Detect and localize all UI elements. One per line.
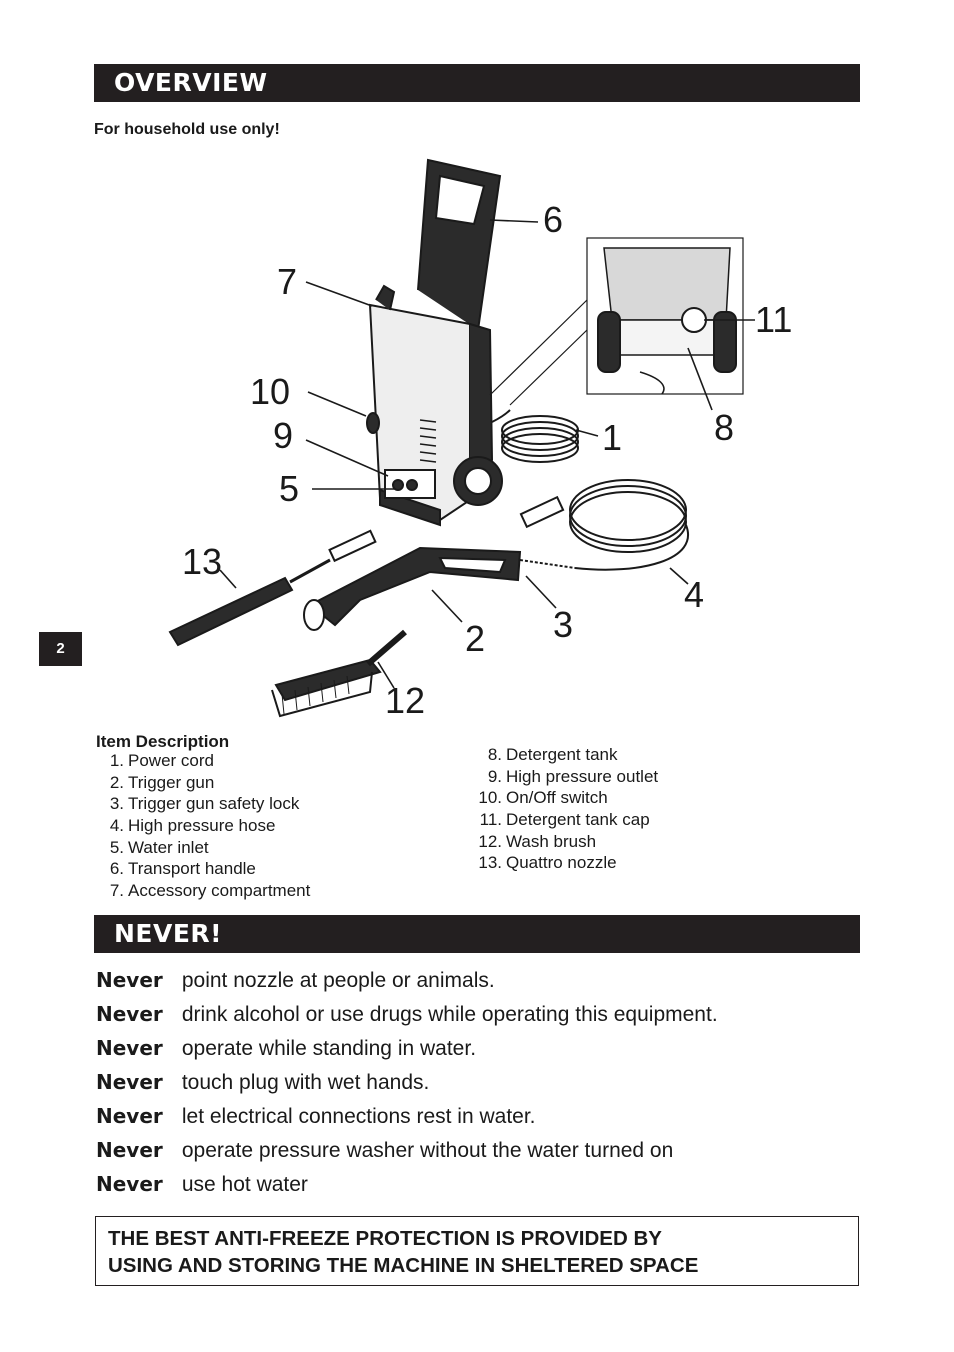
callout-1: 1 — [602, 417, 623, 458]
list-item: 4. High pressure hose — [109, 816, 276, 836]
callout-5: 5 — [279, 468, 300, 509]
never-heading-bar — [94, 915, 860, 953]
callout-4: 4 — [684, 574, 705, 615]
page-number: 2 — [56, 640, 65, 657]
never-rule: Never let electrical connections rest in water. — [96, 1104, 536, 1128]
pressure-washer-illustration — [0, 140, 954, 725]
callout-10: 10 — [250, 371, 291, 412]
list-item: 13. Quattro nozzle — [478, 853, 617, 873]
list-item: 9. High pressure outlet — [487, 766, 659, 786]
callout-7: 7 — [277, 261, 298, 302]
overview-heading: OVERVIEW — [114, 68, 268, 97]
anti-freeze-notice-box — [95, 1216, 859, 1286]
quattro-nozzle-shape — [170, 578, 292, 645]
household-use-note: For household use only! — [94, 121, 280, 138]
never-rule: Never touch plug with wet hands. — [96, 1070, 430, 1094]
item-description-heading: Item Description — [96, 732, 230, 751]
overview-heading-bar — [94, 64, 860, 102]
never-rule: Never use hot water — [96, 1172, 308, 1196]
callout-2: 2 — [465, 618, 486, 659]
callout-6: 6 — [543, 199, 564, 240]
never-rule: Never drink alcohol or use drugs while operating this equipment. — [96, 1002, 718, 1026]
high-pressure-hose-coil — [570, 480, 686, 552]
callout-9: 9 — [273, 415, 294, 456]
never-rule: Never operate while standing in water. — [96, 1036, 477, 1060]
list-item: 10. On/Off switch — [478, 788, 608, 808]
callout-3: 3 — [553, 604, 574, 645]
item-list-right — [478, 744, 658, 874]
list-item: 2. Trigger gun — [109, 772, 215, 792]
callout-11: 11 — [755, 299, 793, 340]
list-item: 12. Wash brush — [478, 831, 597, 851]
list-item: 11. Detergent tank cap — [479, 810, 650, 830]
power-cord-coil — [502, 416, 578, 462]
list-item: 7. Accessory compartment — [109, 881, 311, 901]
list-item: 1. Power cord — [109, 751, 214, 770]
never-rule: Never point nozzle at people or animals. — [96, 968, 495, 992]
never-rule: Never operate pressure washer without the water turned on — [96, 1138, 674, 1162]
notice-line-2: USING AND STORING THE MACHINE IN SHELTERED SPACE — [108, 1254, 699, 1277]
notice-line-1: THE BEST ANTI-FREEZE PROTECTION IS PROVIDED BY — [108, 1227, 662, 1250]
never-heading: NEVER! — [114, 919, 223, 948]
list-item: 8. Detergent tank — [487, 745, 618, 764]
list-item: 5. Water inlet — [109, 837, 209, 857]
never-rules-list — [96, 963, 718, 1201]
item-list-left — [96, 750, 310, 902]
callout-8: 8 — [714, 407, 735, 448]
list-item: 6. Transport handle — [109, 859, 256, 879]
list-item: 3. Trigger gun safety lock — [109, 794, 300, 814]
callout-13: 13 — [182, 541, 223, 582]
callout-12: 12 — [385, 680, 426, 721]
